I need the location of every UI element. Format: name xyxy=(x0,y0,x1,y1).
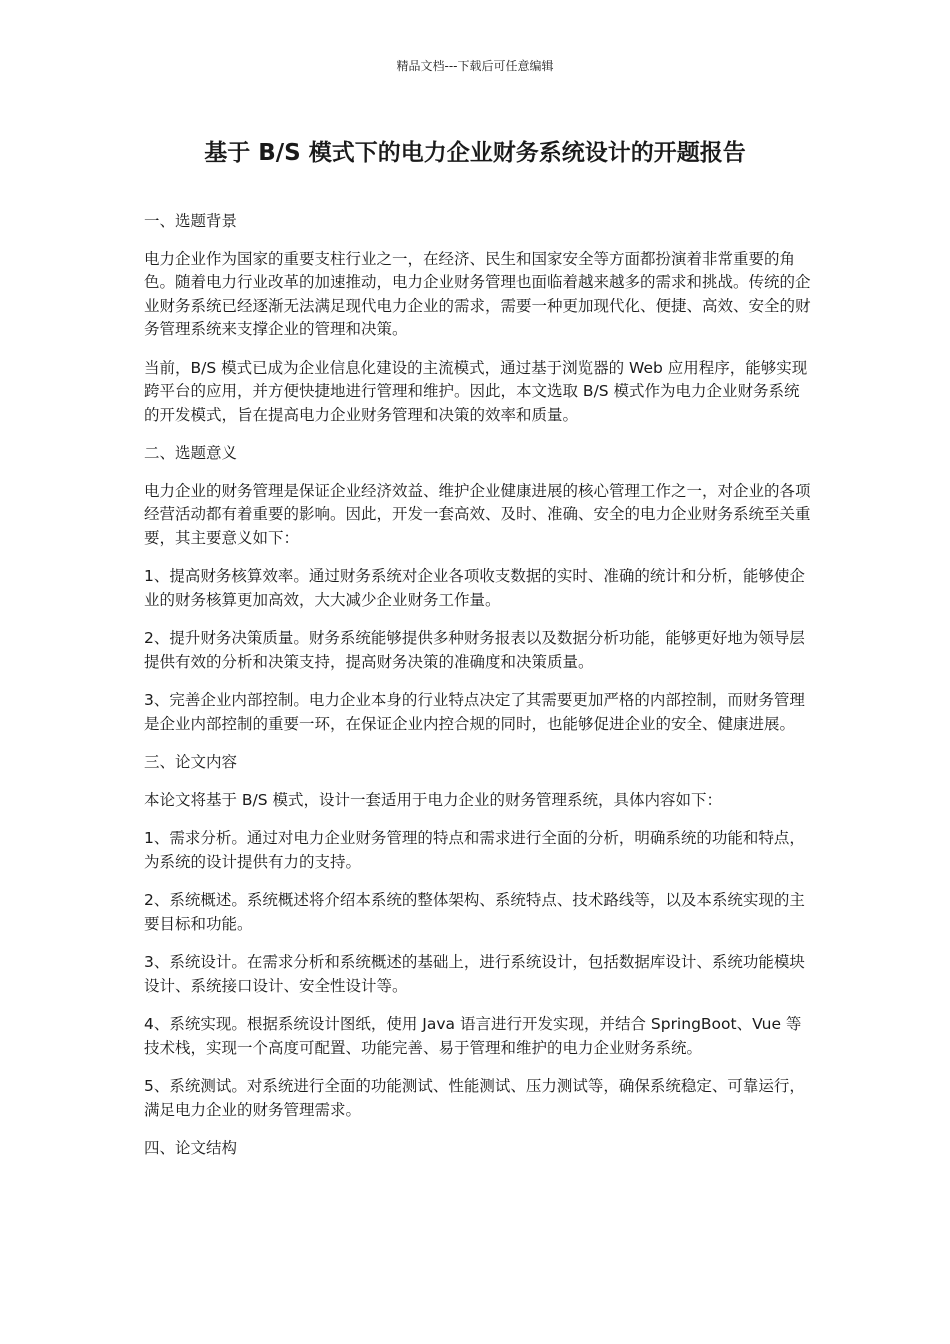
section-heading-background: 一、选题背景 xyxy=(144,212,238,230)
list-item: 5、系统测试。对系统进行全面的功能测试、性能测试、压力测试等，确保系统稳定、可靠运行，满足电力企业的财务管理需求。 xyxy=(144,1077,805,1119)
document-body xyxy=(144,210,812,1175)
list-item: 1、提高财务核算效率。通过财务系统对企业各项收支数据的实时、准确的统计和分析，能够使企业的财务核算更加高效，大大减少企业财务工作量。 xyxy=(144,567,805,609)
list-item: 1、需求分析。通过对电力企业财务管理的特点和需求进行全面的分析，明确系统的功能和特点，为系统的设计提供有力的支持。 xyxy=(144,829,805,871)
document-title: 基于 B/S 模式下的电力企业财务系统设计的开题报告 xyxy=(204,140,746,166)
paragraph: 电力企业作为国家的重要支柱行业之一，在经济、民生和国家安全等方面都扮演着非常重要的角色。随着电力行业改革的加速推动，电力企业财务管理也面临着越来越多的需求和挑战。传统的企业财务系统已经逐渐无法满足现代电力企业的需求，需要一种更加现代化、便捷、高效、安全的财务管理系统来支撑企业的管理和决策。 xyxy=(144,249,811,338)
header-note: 精品文档---下载后可任意编辑 xyxy=(396,59,554,73)
list-item: 2、提升财务决策质量。财务系统能够提供多种财务报表以及数据分析功能，能够更好地为领导层提供有效的分析和决策支持，提高财务决策的准确度和决策质量。 xyxy=(144,629,805,671)
paragraph: 当前，B/S 模式已成为企业信息化建设的主流模式，通过基于浏览器的 Web 应用程序，能够实现跨平台的应用，并方便快捷地进行管理和维护。因此，本文选取 B/S 模式作为电力企业财务系统的开发模式，旨在提高电力企业财务管理和决策的效率和质量。 xyxy=(144,358,808,424)
section-heading-structure: 四、论文结构 xyxy=(144,1139,238,1157)
section-heading-significance: 二、选题意义 xyxy=(144,444,238,462)
list-item: 3、完善企业内部控制。电力企业本身的行业特点决定了其需要更加严格的内部控制，而财务管理是企业内部控制的重要一环，在保证企业内控合规的同时，也能够促进企业的安全、健康进展。 xyxy=(144,691,805,733)
section-heading-content: 三、论文内容 xyxy=(144,753,238,771)
list-item: 4、系统实现。根据系统设计图纸，使用 Java 语言进行开发实现，并结合 SpringBoot、Vue 等技术栈，实现一个高度可配置、功能完善、易于管理和维护的电力企业财务系统。 xyxy=(144,1015,802,1057)
list-item: 2、系统概述。系统概述将介绍本系统的整体架构、系统特点、技术路线等，以及本系统实现的主要目标和功能。 xyxy=(144,891,805,933)
paragraph: 本论文将基于 B/S 模式，设计一套适用于电力企业的财务管理系统，具体内容如下： xyxy=(144,790,723,809)
paragraph: 电力企业的财务管理是保证企业经济效益、维护企业健康进展的核心管理工作之一，对企业的各项经营活动都有着重要的影响。因此，开发一套高效、及时、准确、安全的电力企业财务系统至关重要，其主要意义如下： xyxy=(144,481,811,547)
list-item: 3、系统设计。在需求分析和系统概述的基础上，进行系统设计，包括数据库设计、系统功能模块设计、系统接口设计、安全性设计等。 xyxy=(144,953,805,995)
